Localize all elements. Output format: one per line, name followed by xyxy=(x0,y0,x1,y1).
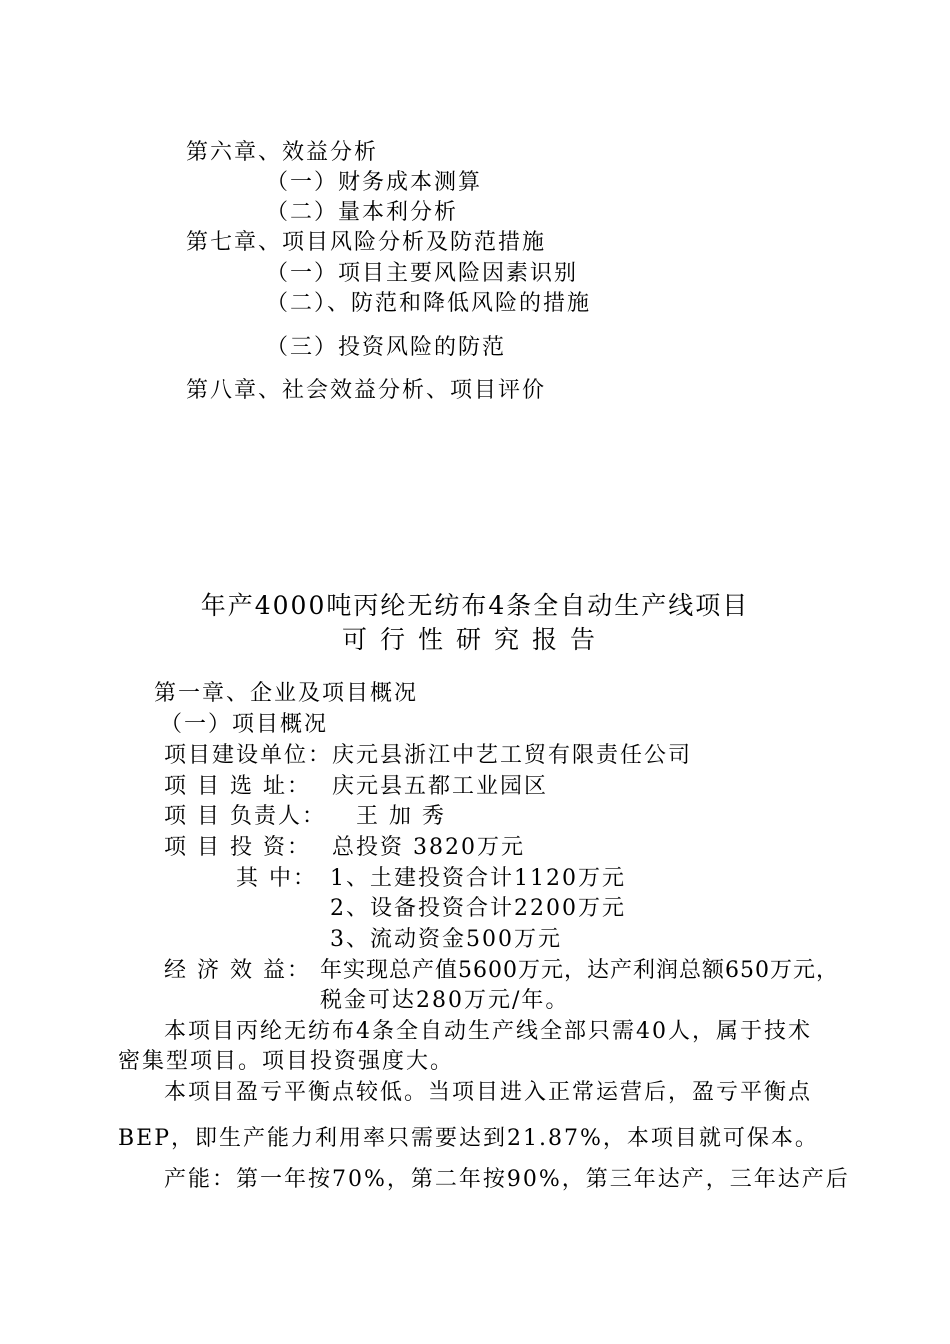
among-label: 其 中： xyxy=(236,866,317,891)
toc-chapter-7-section-1: （一）项目主要风险因素识别 xyxy=(266,261,579,286)
benefit-label: 经 济 效 益： xyxy=(164,958,311,983)
invest-value: 总投资 3820万元 xyxy=(332,835,525,860)
toc-chapter-7-section-3: （三）投资风险的防范 xyxy=(266,335,507,360)
paragraph-2-line-1: 本项目盈亏平衡点较低。当项目进入正常运营后，盈亏平衡点 xyxy=(164,1080,813,1105)
report-subtitle: 可行性研究报告 xyxy=(341,625,608,654)
paragraph-1-line-1: 本项目丙纶无纺布4条全自动生产线全部只需40人，属于技术 xyxy=(164,1019,812,1044)
toc-chapter-6: 第六章、效益分析 xyxy=(186,140,379,165)
site-value: 庆元县五都工业园区 xyxy=(332,774,549,799)
paragraph-3-line-1: 产能：第一年按70%，第二年按90%，第三年达产，三年达产后 xyxy=(164,1167,850,1192)
invest-label: 项 目 投 资： xyxy=(164,835,311,860)
report-title: 年产4000吨丙纶无纺布4条全自动生产线项目 xyxy=(200,591,750,620)
unit-value: 庆元县浙江中艺工贸有限责任公司 xyxy=(332,743,693,768)
paragraph-1-line-2: 密集型项目。项目投资强度大。 xyxy=(118,1049,455,1074)
toc-chapter-7-section-2: （二）、防范和降低风险的措施 xyxy=(266,291,592,316)
person-label: 项 目 负责人： xyxy=(164,804,326,829)
chapter-1-heading: 第一章、企业及项目概况 xyxy=(154,681,419,706)
benefit-value-line-2: 税金可达280万元/年。 xyxy=(320,988,570,1013)
section-1-heading: （一）项目概况 xyxy=(160,712,329,737)
unit-label: 项目建设单位： xyxy=(164,743,333,768)
toc-chapter-6-section-1: （一）财务成本测算 xyxy=(266,170,483,195)
paragraph-2-line-2: BEP，即生产能力利用率只需要达到21.87%，本项目就可保本。 xyxy=(118,1126,819,1151)
benefit-value-line-1: 年实现总产值5600万元，达产利润总额650万元， xyxy=(320,958,839,983)
toc-chapter-7: 第七章、项目风险分析及防范措施 xyxy=(186,230,547,255)
invest-item-2: 2、设备投资合计2200万元 xyxy=(330,896,626,921)
person-value: 王 加 秀 xyxy=(356,804,446,829)
invest-item-1: 1、土建投资合计1120万元 xyxy=(330,866,626,891)
toc-chapter-8: 第八章、社会效益分析、项目评价 xyxy=(186,378,547,403)
toc-chapter-6-section-2: （二）量本利分析 xyxy=(266,200,459,225)
invest-item-3: 3、流动资金500万元 xyxy=(330,927,562,952)
site-label: 项 目 选 址： xyxy=(164,774,311,799)
